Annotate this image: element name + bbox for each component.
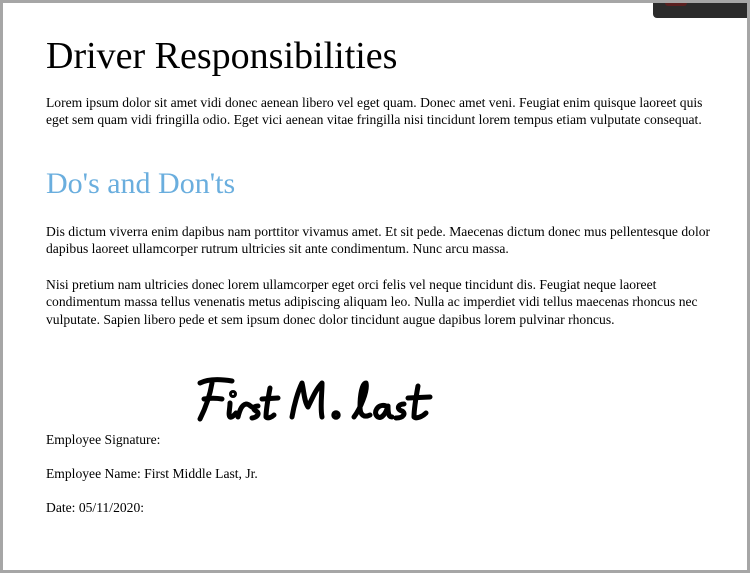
section-heading: Do's and Don'ts bbox=[46, 167, 236, 200]
body-paragraph-2: Nisi pretium nam ultricies donec lorem ullamcorper eget orci felis vel neque tincidunt dis. Feugiat neque laoreet condimentum massa tellus venenatis metus adipiscing aliquam leo. Nulla ac imperdiet vidi tellus maecenas rhoncus nec vulputate. Sapien libero pede et sem ipsum donec dolor tincidunt augue dapibus lorem pulvinar rhoncus. bbox=[46, 277, 698, 327]
document-page bbox=[3, 3, 747, 570]
signature-label: Employee Signature: bbox=[46, 432, 161, 447]
close-icon[interactable] bbox=[665, 3, 687, 6]
handwritten-signature bbox=[186, 373, 456, 425]
page-title: Driver Responsibilities bbox=[46, 35, 398, 77]
window-top-tab[interactable] bbox=[653, 3, 747, 18]
date-line: Date: 05/11/2020: bbox=[46, 500, 145, 515]
body-paragraph-1: Dis dictum viverra enim dapibus nam porttitor vivamus amet. Et sit pede. Maecenas dictum donec mus pellentesque dolor dapibus laoreet ullamcorper rutrum ultricies sit ante condimentum. Nunc arcu massa. bbox=[46, 224, 711, 257]
intro-paragraph: Lorem ipsum dolor sit amet vidi donec aenean libero vel eget quam. Donec amet veni. Feugiat enim quisque laoreet quis eget sem quam vidi fringilla odio. Eget vici aenean vitae fringilla nisi tincidunt lorem tempus etiam vulputate consequat. bbox=[46, 95, 703, 128]
employee-name-line: Employee Name: First Middle Last, Jr. bbox=[46, 466, 258, 481]
